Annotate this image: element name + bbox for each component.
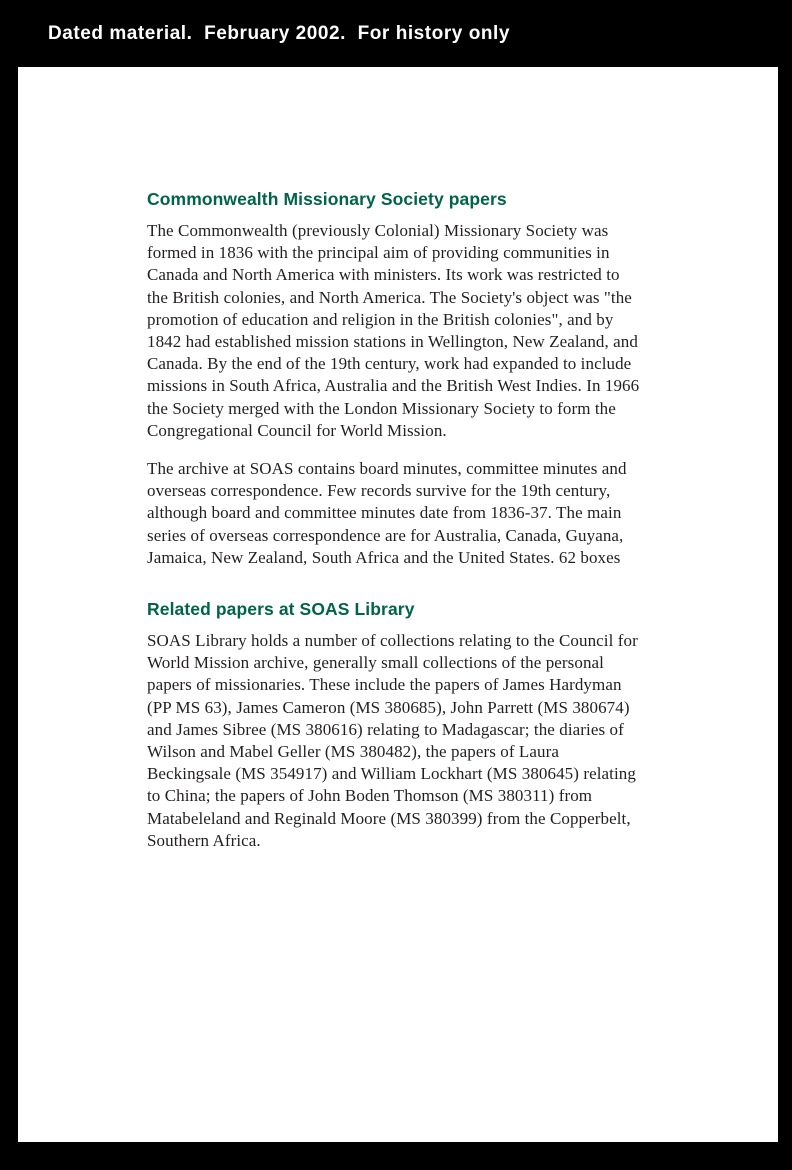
section-paragraph: The archive at SOAS contains board minutes, committee minutes and overseas correspondence. Few records survive for the 19th century, although board and committee minutes date from 1836-37. The main series of overseas correspondence are for Australia, Canada, Guyana, Jamaica, New Zealand, South Africa and the United States. 62 boxes xyxy=(147,459,627,567)
section-heading-commonwealth-missionary-society-papers: Commonwealth Missionary Society papers xyxy=(147,189,507,209)
section-paragraph: SOAS Library holds a number of collections relating to the Council for World Mission archive, generally small collections of the personal papers of missionaries. These include the papers of James Hardyman (PP MS 63), James Cameron (MS 380685), John Parrett (MS 380674) and James Sibree (MS 380616) relating to Madagascar; the diaries of Wilson and Mabel Geller (MS 380482), the papers of Laura Beckingsale (MS 354917) and William Lockhart (MS 380645) relating to China; the papers of John Boden Thomson (MS 380311) from Matabeleland and Reginald Moore (MS 380399) from the Copperbelt, Southern Africa. xyxy=(147,631,638,850)
dated-material-banner xyxy=(0,0,792,67)
document-sheet xyxy=(18,67,778,1142)
banner-text: Dated material. February 2002. For history only xyxy=(48,22,510,44)
section-paragraph: The Commonwealth (previously Colonial) Missionary Society was formed in 1836 with the principal aim of providing communities in Canada and North America with ministers. Its work was restricted to the British colonies, and North America. The Society's object was "the promotion of education and religion in the British colonies", and by 1842 had established mission stations in Wellington, New Zealand, and Canada. By the end of the 19th century, work had expanded to include missions in South Africa, Australia and the British West Indies. In 1966 the Society merged with the London Missionary Society to form the Congregational Council for World Mission. xyxy=(147,221,640,440)
document-content xyxy=(147,189,642,852)
section-heading-related-papers-at-soas-library: Related papers at SOAS Library xyxy=(147,599,415,620)
